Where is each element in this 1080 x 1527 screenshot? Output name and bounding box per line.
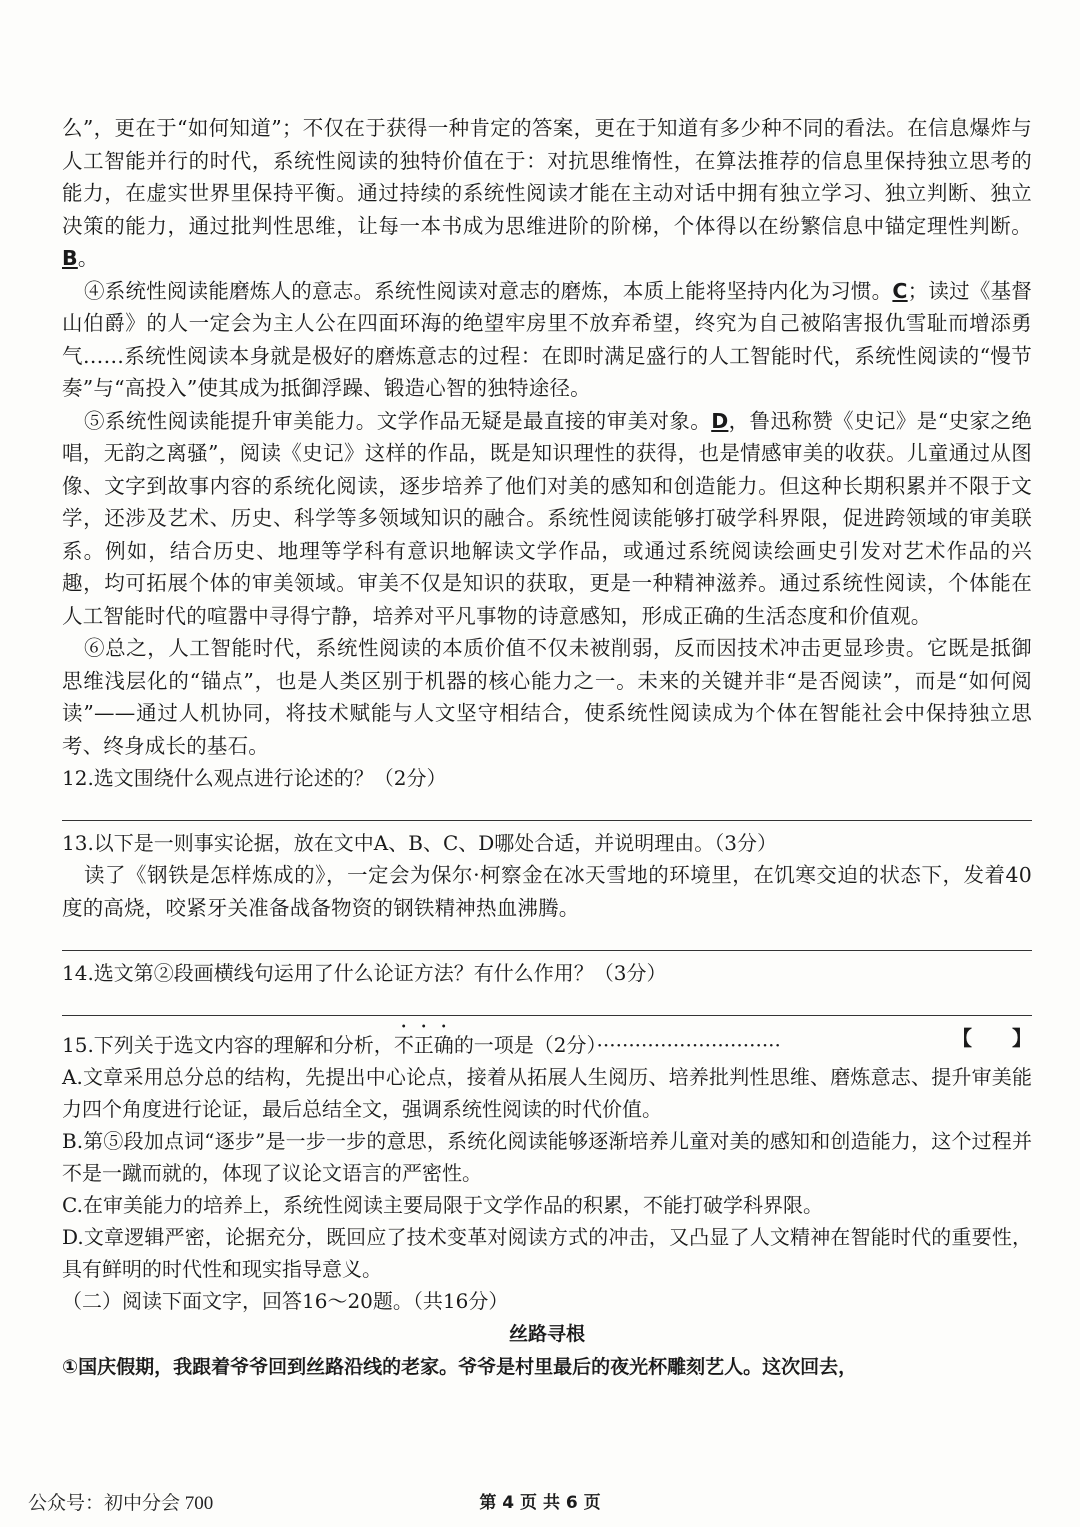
emphasis-not-correct: 不正确 — [393, 1033, 454, 1057]
option-a: A.文章采用总分总的结构，先提出中心论点，接着从拓展人生阅历、培养批判性思维、磨炼意志、提升审美能力四个角度进行论证，最后总结全文，强调系统性阅读的时代价值。 — [62, 1065, 1032, 1121]
answer-line-14[interactable] — [62, 989, 1032, 1016]
answer-bracket-15[interactable]: 【 】 — [952, 1026, 1032, 1050]
paragraph-4: ④系统性阅读能磨炼人的意志。系统性阅读对意志的磨炼，本质上能将坚持内化为习惯。C；读过《基督山伯爵》的人一定会为主人公在四面环海的绝望牢房里不放弃希望，终究为自己被陷害报仇雪耻而增添勇气……系统性阅读本身就是极好的磨炼意志的过程：在即时满足盛行的人工智能时代，系统性阅读的“慢节奏”与“高投入”使其成为抵御浮躁、锻造心智的独特途径。 — [62, 278, 1032, 400]
option-b: B.第⑤段加点词“逐步”是一步一步的意思，系统化阅读能够逐渐培养儿童对美的感知和创造能力，这个过程并不是一蹴而就的，体现了议论文语言的严密性。 — [62, 1129, 1032, 1185]
section-2-heading: （二）阅读下面文字，回答16～20题。（共16分） — [62, 1289, 509, 1313]
paragraph-3-continued: 么”，更在于“如何知道”；不仅在于获得一种肯定的答案，更在于知道有多少种不同的看法。在信息爆炸与人工智能并行的时代，系统性阅读的独特价值在于：对抗思维惰性，在算法推荐的信息里保持独立思考的能力，在虚实世界里保持平衡。通过持续的系统性阅读才能在主动对话中拥有独立学习、独立判断、独立决策的能力，通过批判性思维，让每一本书成为思维进阶的阶梯，个体得以在纷繁信息中锚定理性判断。B。 — [62, 116, 1032, 270]
blank-b: B — [62, 246, 78, 270]
paragraph-6: ⑥总之，人工智能时代，系统性阅读的本质价值不仅未被削弱，反而因技术冲击更显珍贵。它既是抵御思维浅层化的“锚点”，也是人类区别于机器的核心能力之一。未来的关键并非“是否阅读”，而是“如何阅读”——通过人机协同，将技术赋能与人文坚守相结合，使系统性阅读成为个体在智能社会中保持独立思考、终身成长的基石。 — [62, 636, 1032, 758]
blank-d: D — [711, 408, 729, 433]
question-13-evidence: 读了《钢铁是怎样炼成的》，一定会为保尔·柯察金在冰天雪地的环境里，在饥寒交迫的状态下，发着40度的高烧，咬紧牙关准备战备物资的钢铁精神热血沸腾。 — [62, 863, 1032, 920]
paragraph-5: ⑤系统性阅读能提升审美能力。文学作品无疑是最直接的审美对象。D，鲁迅称赞《史记》是“史家之绝唱，无韵之离骚”，阅读《史记》这样的作品，既是知识理性的获得，也是情感审美的收获。儿童通过从图像、文字到故事内容的系统化阅读，逐步培养了他们对美的感知和创造能力。但这种长期积累并不限于文学，还涉及艺术、历史、科学等多领域知识的融合。系统性阅读能够打破学科界限，促进跨领域的审美联系。例如，结合历史、地理等学科有意识地解读文学作品，或通过系统阅读绘画史引发对艺术作品的兴趣，均可拓展个体的审美领域。审美不仅是知识的获取，更是一种精神滋养。通过系统性阅读，个体能在人工智能时代的喧嚣中寻得宁静，培养对平凡事物的诗意感知，形成正确的生活态度和价值观。 — [62, 408, 1033, 628]
question-15: 15.下列关于选文内容的理解和分析，不正确的一项是（2分）····························· 【 】 — [62, 1022, 1032, 1061]
exam-page — [62, 112, 1032, 1383]
blank-c: C — [892, 278, 908, 303]
story-title: 丝路寻根 — [508, 1323, 585, 1345]
question-12: 12.选文围绕什么观点进行论述的？（2分） — [62, 766, 447, 790]
page-number: 第 4 页 共 6 页 — [479, 1493, 601, 1513]
answer-line-13[interactable] — [62, 924, 1032, 951]
option-d: D.文章逻辑严密，论据充分，既回应了技术变革对阅读方式的冲击，又凸显了人文精神在智能时代的重要性，具有鲜明的时代性和现实指导意义。 — [62, 1225, 1032, 1281]
question-14: 14.选文第②段画横线句运用了什么论证方法？有什么作用？（3分） — [62, 961, 667, 985]
question-13: 13.以下是一则事实论据，放在文中A、B、C、D哪处合适，并说明理由。（3分） — [62, 831, 778, 855]
story-first-line: ①国庆假期，我跟着爷爷回到丝路沿线的老家。爷爷是村里最后的夜光杯雕刻艺人。这次回去， — [62, 1356, 858, 1378]
answer-line-12[interactable] — [62, 794, 1032, 821]
option-c: C.在审美能力的培养上，系统性阅读主要局限于文学作品的积累，不能打破学科界限。 — [62, 1193, 823, 1217]
watermark: 公众号：初中分会 700 — [28, 1493, 214, 1514]
